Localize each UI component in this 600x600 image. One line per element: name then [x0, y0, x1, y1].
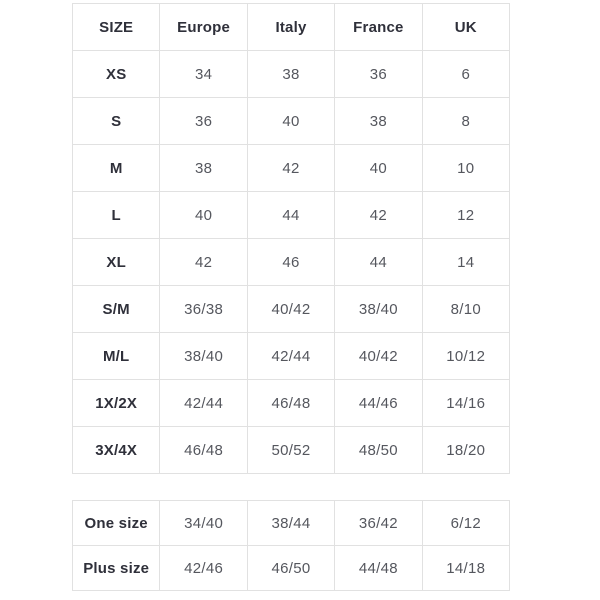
- table-row: [73, 380, 510, 427]
- table-row: [73, 501, 510, 546]
- one-size-plus-size-table: [72, 500, 510, 591]
- size-value-cell: 40: [247, 98, 334, 145]
- table-row: [73, 239, 510, 286]
- size-conversion-table: [72, 3, 510, 474]
- size-value-cell: 8: [422, 98, 509, 145]
- size-value-cell: 36: [160, 98, 247, 145]
- header-uk: UK: [422, 4, 509, 51]
- table-row: [73, 51, 510, 98]
- size-value-cell: 42: [247, 145, 334, 192]
- size-value-cell: 18/20: [422, 427, 509, 474]
- header-france: France: [335, 4, 422, 51]
- size-table-header: [73, 4, 510, 51]
- size-row-label: XS: [73, 51, 160, 98]
- size-value-cell: 14/18: [422, 546, 509, 591]
- table-row: [73, 427, 510, 474]
- size-row-label: S: [73, 98, 160, 145]
- size-table-body: [73, 51, 510, 474]
- size-value-cell: 40: [160, 192, 247, 239]
- size-value-cell: 42/46: [160, 546, 247, 591]
- size-value-cell: 38/40: [160, 333, 247, 380]
- size-value-cell: 36/38: [160, 286, 247, 333]
- size-value-cell: 42/44: [160, 380, 247, 427]
- size-value-cell: 8/10: [422, 286, 509, 333]
- size-value-cell: 36: [335, 51, 422, 98]
- size-row-label: 1X/2X: [73, 380, 160, 427]
- table-row: [73, 333, 510, 380]
- size-row-label: One size: [73, 501, 160, 546]
- table-row: [73, 145, 510, 192]
- size-value-cell: 10/12: [422, 333, 509, 380]
- size-value-cell: 34: [160, 51, 247, 98]
- size-value-cell: 44/46: [335, 380, 422, 427]
- size-value-cell: 42: [335, 192, 422, 239]
- size-value-cell: 46/50: [247, 546, 334, 591]
- size-row-label: XL: [73, 239, 160, 286]
- size-row-label: M: [73, 145, 160, 192]
- size-value-cell: 40/42: [247, 286, 334, 333]
- table-row: [73, 98, 510, 145]
- size-value-cell: 38/44: [247, 501, 334, 546]
- size-row-label: L: [73, 192, 160, 239]
- size-value-cell: 38/40: [335, 286, 422, 333]
- size-value-cell: 46: [247, 239, 334, 286]
- size-value-cell: 50/52: [247, 427, 334, 474]
- size-row-label: Plus size: [73, 546, 160, 591]
- size-value-cell: 6/12: [422, 501, 509, 546]
- size-value-cell: 38: [335, 98, 422, 145]
- size-value-cell: 44/48: [335, 546, 422, 591]
- size-row-label: 3X/4X: [73, 427, 160, 474]
- size-value-cell: 38: [247, 51, 334, 98]
- header-size: SIZE: [73, 4, 160, 51]
- size-value-cell: 12: [422, 192, 509, 239]
- table-row: [73, 286, 510, 333]
- size-value-cell: 40/42: [335, 333, 422, 380]
- header-italy: Italy: [247, 4, 334, 51]
- size-value-cell: 36/42: [335, 501, 422, 546]
- size-value-cell: 34/40: [160, 501, 247, 546]
- table-row: [73, 192, 510, 239]
- table-row: [73, 546, 510, 591]
- size-value-cell: 14/16: [422, 380, 509, 427]
- size-value-cell: 42/44: [247, 333, 334, 380]
- size-value-cell: 44: [335, 239, 422, 286]
- size-value-cell: 46/48: [160, 427, 247, 474]
- size-value-cell: 44: [247, 192, 334, 239]
- size-value-cell: 40: [335, 145, 422, 192]
- size-value-cell: 10: [422, 145, 509, 192]
- size-value-cell: 48/50: [335, 427, 422, 474]
- extra-table-body: [73, 501, 510, 591]
- size-value-cell: 42: [160, 239, 247, 286]
- header-row: [73, 4, 510, 51]
- size-value-cell: 6: [422, 51, 509, 98]
- size-row-label: M/L: [73, 333, 160, 380]
- size-value-cell: 14: [422, 239, 509, 286]
- size-value-cell: 46/48: [247, 380, 334, 427]
- size-row-label: S/M: [73, 286, 160, 333]
- size-value-cell: 38: [160, 145, 247, 192]
- header-europe: Europe: [160, 4, 247, 51]
